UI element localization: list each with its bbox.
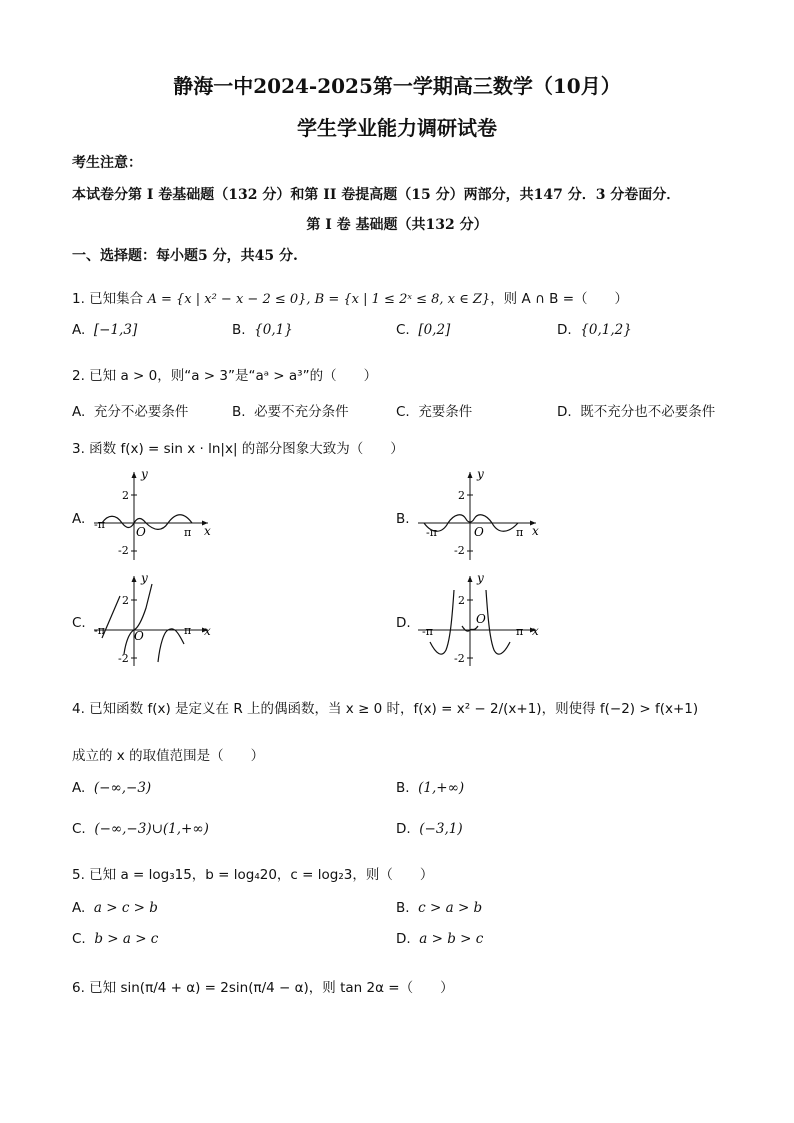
svg-text:y: y — [477, 467, 484, 481]
q5-option-d[interactable]: D. a > b > c — [396, 931, 484, 947]
graph-b[interactable] — [412, 466, 542, 562]
q2-option-b[interactable]: B. 必要不充分条件 — [232, 404, 349, 420]
q3-option-b[interactable]: B. — [396, 511, 410, 527]
q2-option-a[interactable]: A. 充分不必要条件 — [72, 404, 189, 420]
q4-option-a[interactable]: A. (−∞,−3) — [72, 780, 152, 796]
q2-option-c[interactable]: C. 充要条件 — [396, 404, 473, 420]
svg-text:π: π — [516, 526, 524, 539]
q4-option-c[interactable]: C. (−∞,−3)∪(1,+∞) — [72, 821, 209, 837]
section-title: 第 I 卷 基础题（共132 分） — [306, 217, 488, 233]
svg-text:O: O — [476, 612, 486, 626]
q4-option-b[interactable]: B. (1,+∞) — [396, 780, 465, 796]
svg-text:π: π — [184, 624, 192, 637]
y-tick-bottom: -2 — [118, 544, 129, 557]
q2-stem: 2. 已知 a > 0，则“a > 3”是“aᵃ > a³”的（ ） — [72, 368, 378, 384]
svg-text:2: 2 — [122, 594, 129, 607]
svg-text:-π: -π — [94, 624, 105, 637]
notice-text: 本试卷分第 I 卷基础题（132 分）和第 II 卷提高题（15 分）两部分，共147 分．3 分卷面分． — [72, 187, 681, 203]
q5-stem: 5. 已知 a = log₃15，b = log₄20，c = log₂3，则（ ） — [72, 867, 434, 883]
y-axis-label: y — [141, 467, 148, 481]
q1-stem — [72, 287, 628, 307]
svg-text:y: y — [141, 571, 148, 585]
q1-set-b: , B = {x | 1 ≤ 2ˣ ≤ 8, x ∈ Z} — [306, 292, 491, 307]
q6-stem: 6. 已知 sin(π/4 + α) = 2sin(π/4 − α)，则 tan 2α =（ ） — [72, 980, 454, 996]
x-tick-right: π — [184, 526, 192, 539]
notice-label: 考生注意： — [72, 155, 142, 171]
origin-label: O — [136, 525, 146, 539]
q3-stem: 3. 函数 f(x) = sin x · ln|x| 的部分图象大致为（ ） — [72, 441, 404, 457]
svg-text:y: y — [477, 571, 484, 585]
part-title: 一、选择题：每小题5 分，共45 分. — [72, 248, 298, 264]
q1-option-d[interactable]: D. {0,1,2} — [557, 322, 632, 338]
svg-text:x: x — [204, 624, 211, 638]
svg-text:-π: -π — [422, 625, 433, 638]
exam-title: 静海一中2024-2025第一学期高三数学（10月） — [173, 74, 621, 98]
svg-text:2: 2 — [458, 594, 465, 607]
q2-option-d[interactable]: D. 既不充分也不必要条件 — [557, 404, 716, 420]
q3-option-c[interactable]: C. — [72, 615, 86, 631]
graph-a[interactable] — [88, 466, 214, 562]
q1-label: 1. 已知集合 — [72, 291, 144, 307]
svg-text:O: O — [474, 525, 484, 539]
q1-option-c[interactable]: C. [0,2] — [396, 322, 451, 338]
svg-text:x: x — [532, 624, 539, 638]
q5-option-b[interactable]: B. c > a > b — [396, 900, 483, 916]
q3-option-a[interactable]: A. — [72, 511, 86, 527]
svg-text:-2: -2 — [454, 544, 465, 557]
svg-text:-2: -2 — [118, 652, 129, 665]
graph-c[interactable] — [88, 570, 214, 668]
graph-d[interactable] — [412, 570, 542, 668]
svg-text:2: 2 — [458, 489, 465, 502]
svg-text:-2: -2 — [454, 652, 465, 665]
q1-option-a[interactable]: A. [−1,3] — [72, 322, 138, 338]
x-tick-left: -π — [94, 518, 105, 531]
svg-text:x: x — [532, 524, 539, 538]
svg-text:O: O — [134, 629, 144, 643]
q5-option-a[interactable]: A. a > c > b — [72, 900, 158, 916]
q1-tail: ，则 A ∩ B =（ ） — [490, 291, 629, 307]
q1-option-b[interactable]: B. {0,1} — [232, 322, 293, 338]
q4-stem-2: 成立的 x 的取值范围是（ ） — [72, 748, 265, 764]
q1-set-a: A = {x | x² − x − 2 ≤ 0} — [147, 292, 307, 307]
y-tick-top: 2 — [122, 489, 129, 502]
q4-option-d[interactable]: D. (−3,1) — [396, 821, 463, 837]
x-axis-label: x — [204, 524, 211, 538]
svg-text:π: π — [516, 625, 524, 638]
q4-stem: 4. 已知函数 f(x) 是定义在 R 上的偶函数，当 x ≥ 0 时，f(x) = x² − 2/(x+1)，则使得 f(−2) > f(x+1) — [72, 701, 699, 717]
svg-text:-π: -π — [426, 526, 437, 539]
q3-option-d[interactable]: D. — [396, 615, 411, 631]
q5-option-c[interactable]: C. b > a > c — [72, 931, 159, 947]
exam-subtitle: 学生学业能力调研试卷 — [297, 116, 497, 140]
